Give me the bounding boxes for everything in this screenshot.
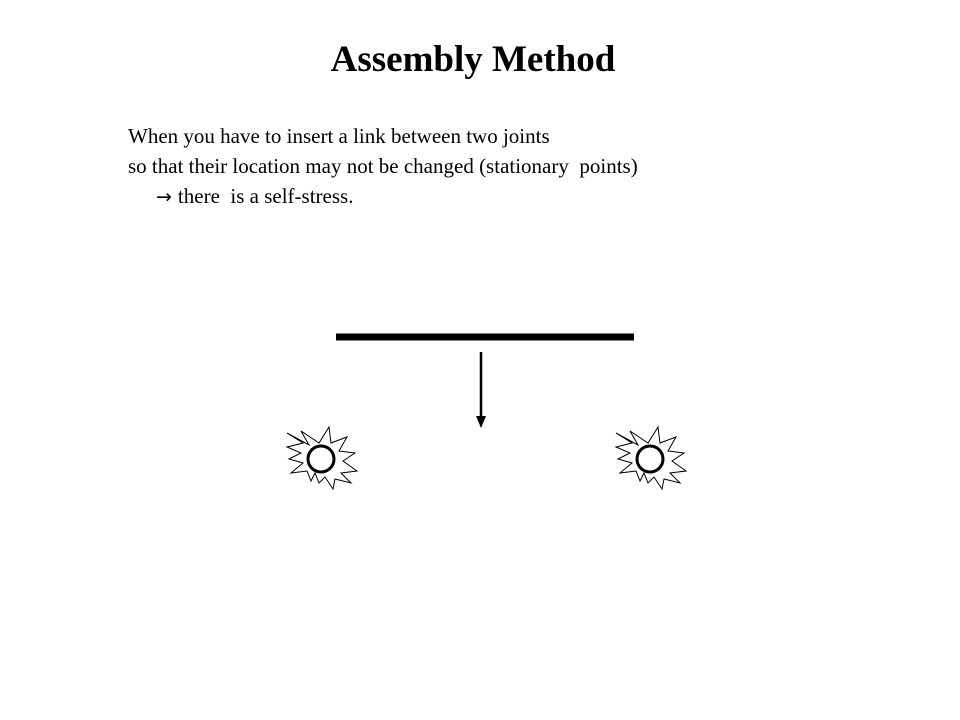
left-joint-pin: [308, 446, 334, 472]
left-stationary-joint: [287, 427, 357, 489]
body-line-1: When you have to insert a link between two joints: [128, 124, 550, 148]
slide-title: Assembly Method: [330, 39, 616, 80]
right-joint-pin: [637, 446, 663, 472]
body-line-2: so that their location may not be changed (stationary points): [128, 154, 638, 178]
right-arrow-icon: →: [156, 186, 172, 208]
body-line-3-text: there is a self-stress.: [177, 184, 354, 208]
insertion-arrow: [476, 352, 486, 428]
right-stationary-joint: [616, 427, 686, 489]
